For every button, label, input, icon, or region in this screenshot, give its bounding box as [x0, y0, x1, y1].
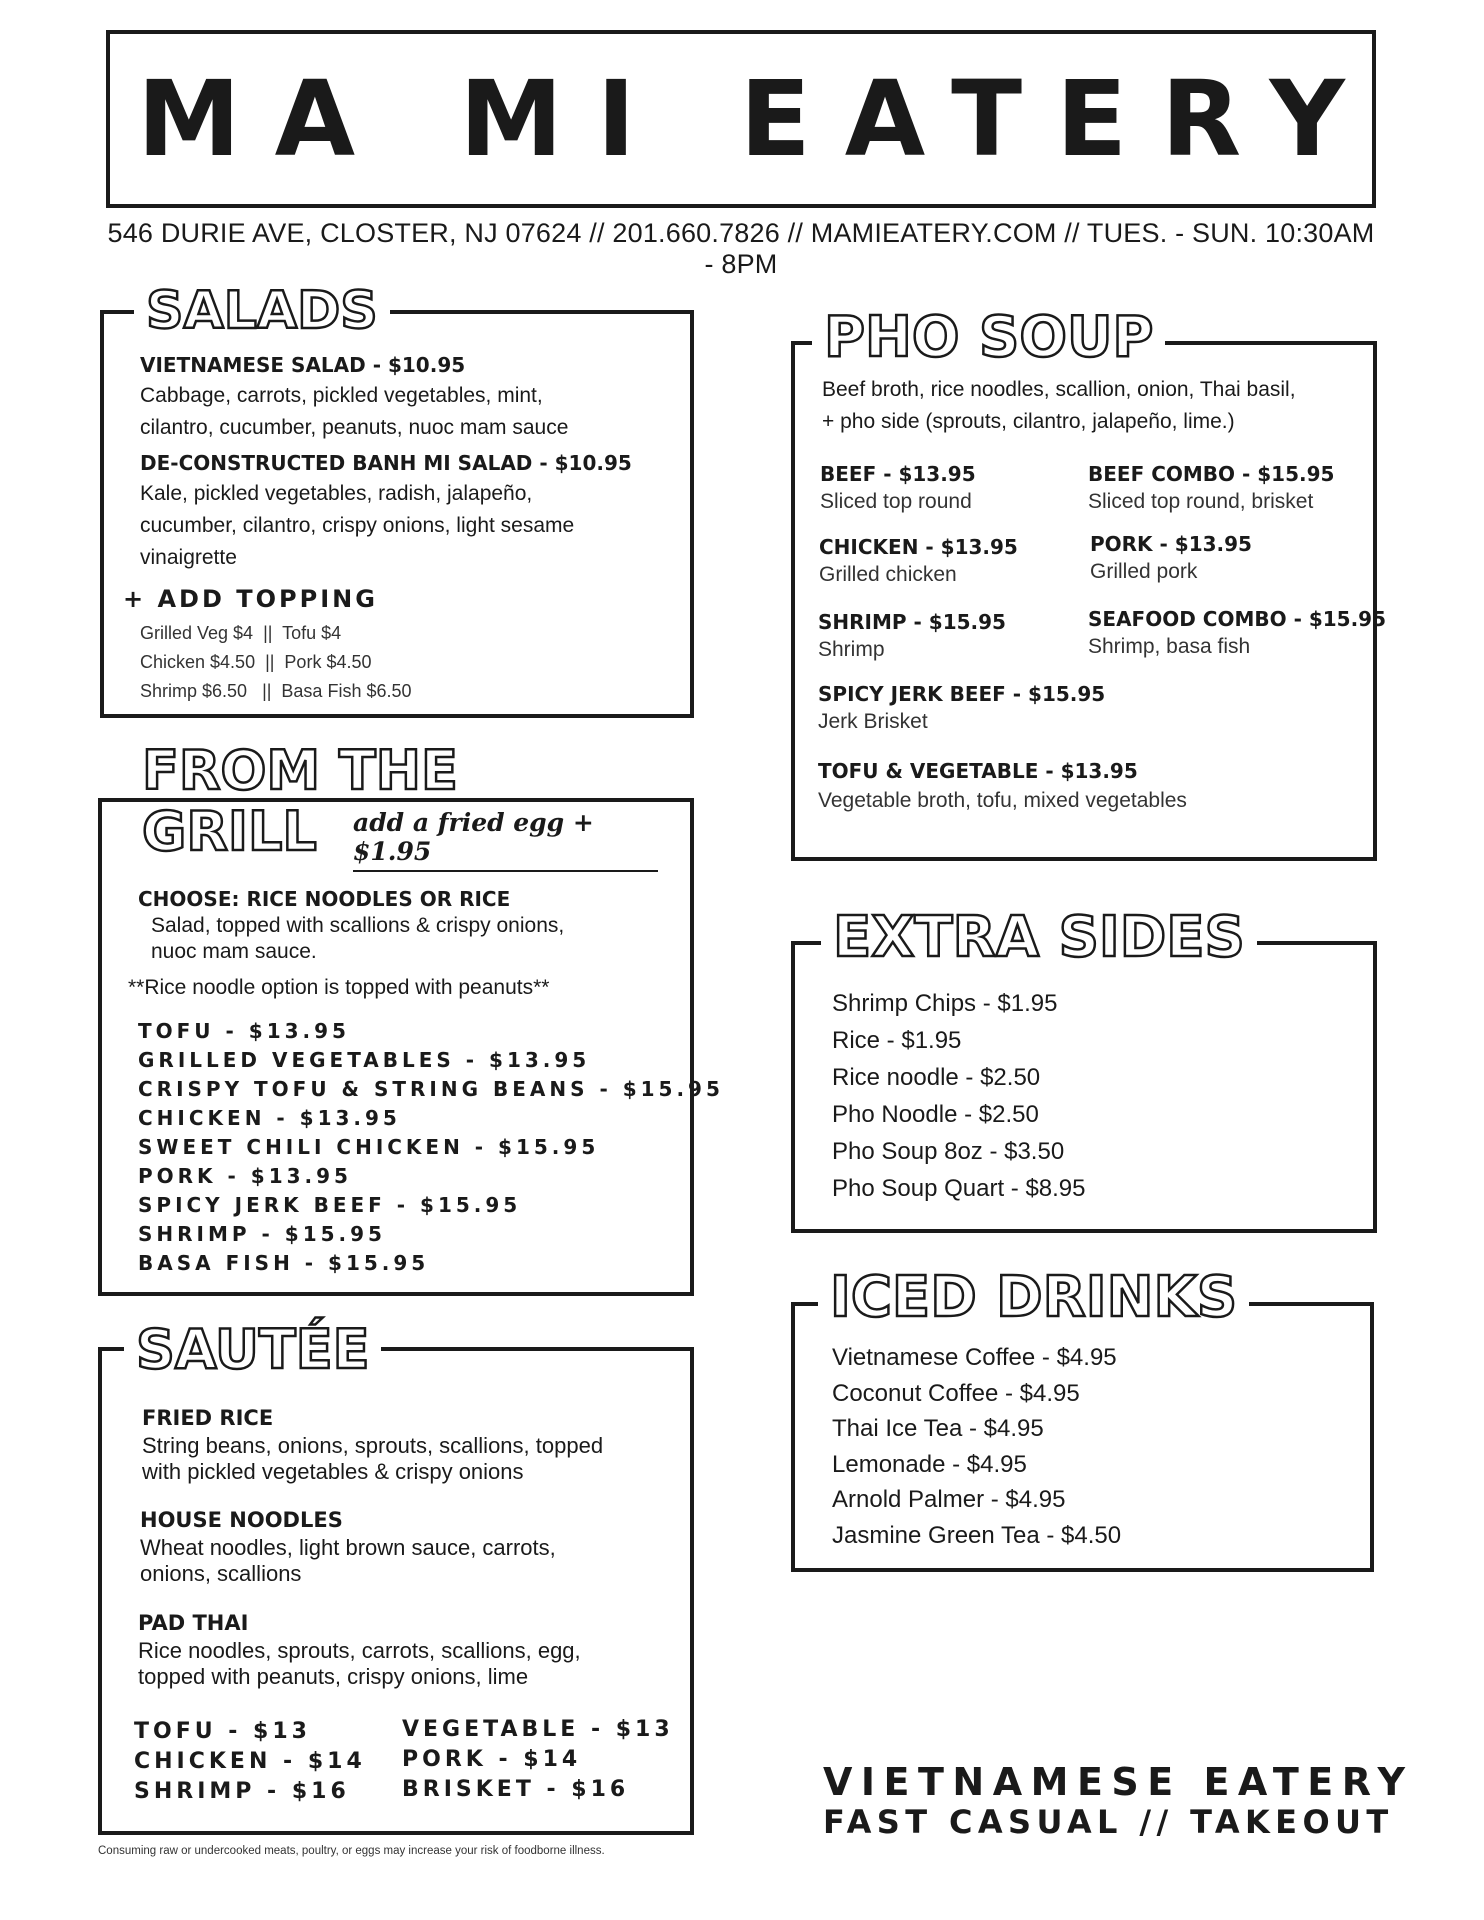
pho-item-desc: Grilled chicken — [819, 563, 957, 586]
iced-drinks-list — [832, 1340, 1121, 1553]
sautee-prices-left — [134, 1717, 366, 1807]
pho-item-desc: Jerk Brisket — [818, 710, 928, 733]
pho-item-desc: Vegetable broth, tofu, mixed vegetables — [818, 789, 1187, 812]
grill-heading-line-1: FROM THE — [130, 744, 470, 798]
side-item: Rice noodle - $2.50 — [832, 1064, 1041, 1091]
side-item: Pho Soup 8oz - $3.50 — [832, 1138, 1065, 1165]
sautee-item-desc: Rice noodles, sprouts, carrots, scallions, egg, — [138, 1638, 581, 1663]
sautee-item-desc: String beans, onions, sprouts, scallions, topped — [142, 1433, 604, 1458]
drink-item: Arnold Palmer - $4.95 — [832, 1486, 1066, 1513]
sautee-price: SHRIMP - $16 — [134, 1779, 350, 1804]
sautee-item-desc: with pickled vegetables & crispy onions — [142, 1459, 524, 1484]
grill-choose-desc: nuoc mam sauce. — [151, 940, 317, 963]
salads-content — [140, 350, 680, 574]
sautee-price: TOFU - $13 — [134, 1719, 311, 1744]
pho-item-spicy-jerk-beef — [818, 680, 1105, 736]
drink-item: Thai Ice Tea - $4.95 — [832, 1415, 1044, 1442]
salads-heading: SALADS — [134, 285, 390, 337]
pho-item-desc: Shrimp, basa fish — [1088, 635, 1251, 658]
sautee-price: BRISKET - $16 — [402, 1777, 630, 1802]
pho-description — [822, 374, 1367, 438]
pho-item-title: SHRIMP - $15.95 — [818, 610, 1006, 634]
pho-item-title: BEEF COMBO - $15.95 — [1088, 462, 1335, 486]
tagline-fast-casual: FAST CASUAL // TAKEOUT — [823, 1803, 1394, 1841]
salad-item-desc: cucumber, cilantro, crispy onions, light sesame — [140, 514, 575, 537]
pho-item-desc: Grilled pork — [1090, 560, 1198, 583]
pho-item-beef — [820, 460, 976, 516]
topping-list — [140, 619, 412, 706]
grill-item: BASA FISH - $15.95 — [138, 1251, 430, 1275]
food-safety-disclaimer: Consuming raw or undercooked meats, poultry, or eggs may increase your risk of foodborne illness. — [98, 1845, 605, 1857]
sautee-price: CHICKEN - $14 — [134, 1749, 366, 1774]
salad-item-desc: Cabbage, carrots, pickled vegetables, mint, — [140, 384, 543, 407]
pho-item-shrimp — [818, 608, 1006, 664]
pho-desc-line: + pho side (sprouts, cilantro, jalapeño, lime.) — [822, 410, 1235, 433]
grill-item: TOFU - $13.95 — [138, 1019, 350, 1043]
grill-item: SHRIMP - $15.95 — [138, 1222, 386, 1246]
grill-item: PORK - $13.95 — [138, 1164, 352, 1188]
pho-item-tofu-vegetable — [818, 757, 1187, 815]
topping-line: Shrimp $6.50 || Basa Fish $6.50 — [140, 681, 412, 701]
drink-item: Coconut Coffee - $4.95 — [832, 1379, 1080, 1407]
topping-line: Chicken $4.50 || Pork $4.50 — [140, 652, 372, 672]
pho-item-desc: Sliced top round, brisket — [1088, 490, 1314, 513]
pho-item-title: SEAFOOD COMBO - $15.95 — [1088, 607, 1387, 631]
sautee-item-house-noodles — [140, 1505, 680, 1587]
fried-egg-addon: add a fried egg + $1.95 — [353, 808, 658, 872]
pho-heading: PHO SOUP — [812, 310, 1165, 366]
pho-item-pork — [1090, 530, 1252, 586]
grill-rice-noodle-note: **Rice noodle option is topped with peanuts** — [128, 976, 550, 999]
address-line: 546 DURIE AVE, CLOSTER, NJ 07624 // 201.660.7826 // MAMIEATERY.COM // TUES. - SUN. 10:30AM - 8PM — [107, 218, 1375, 279]
grill-choose-desc: Salad, topped with scallions & crispy onions, — [151, 914, 565, 937]
drink-item: Lemonade - $4.95 — [832, 1450, 1027, 1478]
side-item: Pho Noodle - $2.50 — [832, 1101, 1039, 1128]
salad-item-desc: vinaigrette — [140, 546, 237, 569]
grill-item: SWEET CHILI CHICKEN - $15.95 — [138, 1135, 600, 1159]
sautee-item-pad-thai — [138, 1608, 678, 1690]
extra-sides-heading: EXTRA SIDES — [821, 910, 1257, 966]
iced-drinks-heading: ICED DRINKS — [818, 1270, 1249, 1326]
salad-item-desc: cilantro, cucumber, peanuts, nuoc mam sauce — [140, 416, 569, 439]
sautee-price: PORK - $14 — [402, 1747, 582, 1772]
sautee-item-desc: Wheat noodles, light brown sauce, carrots, — [140, 1535, 556, 1560]
title-banner — [106, 30, 1379, 208]
pho-item-desc: Shrimp — [818, 638, 885, 661]
salad-item-desc: Kale, pickled vegetables, radish, jalapeño, — [140, 482, 533, 505]
pho-item-desc: Sliced top round — [820, 490, 972, 513]
tagline-vietnamese-eatery: VIETNAMESE EATERY — [823, 1760, 1414, 1804]
drink-item: Vietnamese Coffee - $4.95 — [832, 1344, 1117, 1371]
side-item: Pho Soup Quart - $8.95 — [832, 1175, 1086, 1202]
grill-item: CHICKEN - $13.95 — [138, 1106, 401, 1130]
sautee-prices-right — [402, 1715, 674, 1805]
pho-item-seafood-combo — [1088, 605, 1386, 661]
sautee-heading: SAUTÉE — [124, 1323, 381, 1377]
side-item: Shrimp Chips - $1.95 — [832, 990, 1058, 1017]
sautee-item-fried-rice — [142, 1403, 682, 1485]
pho-item-title: BEEF - $13.95 — [820, 462, 976, 486]
grill-heading-line-2: GRILL — [130, 805, 317, 859]
grill-item: CRISPY TOFU & STRING BEANS - $15.95 — [138, 1077, 724, 1101]
pho-item-title: TOFU & VEGETABLE - $13.95 — [818, 759, 1138, 783]
pho-desc-line: Beef broth, rice noodles, scallion, onion, Thai basil, — [822, 378, 1296, 401]
pho-item-chicken — [819, 533, 1018, 589]
sautee-item-title: HOUSE NOODLES — [140, 1508, 343, 1532]
sautee-item-desc: onions, scallions — [140, 1561, 302, 1586]
pho-item-title: CHICKEN - $13.95 — [819, 535, 1018, 559]
salad-item-title: VIETNAMESE SALAD - $10.95 — [140, 353, 466, 377]
salad-item-title: DE-CONSTRUCTED BANH MI SALAD - $10.95 — [140, 451, 632, 475]
extra-sides-list — [832, 985, 1086, 1207]
topping-line: Grilled Veg $4 || Tofu $4 — [140, 623, 342, 643]
restaurant-name: MA MI EATERY — [137, 58, 1379, 180]
grill-choose-title: CHOOSE: RICE NOODLES OR RICE — [138, 887, 511, 911]
pho-item-beef-combo — [1088, 460, 1334, 516]
sautee-item-title: FRIED RICE — [142, 1406, 274, 1430]
sautee-price: VEGETABLE - $13 — [402, 1717, 674, 1742]
grill-item-list — [138, 1017, 724, 1278]
sautee-item-title: PAD THAI — [138, 1611, 249, 1635]
grill-item: GRILLED VEGETABLES - $13.95 — [138, 1048, 591, 1072]
add-topping-heading: + ADD TOPPING — [123, 585, 378, 613]
grill-choose-block — [128, 885, 678, 1001]
drink-item: Jasmine Green Tea - $4.50 — [832, 1521, 1122, 1549]
pho-item-title: PORK - $13.95 — [1090, 532, 1252, 556]
side-item: Rice - $1.95 — [832, 1027, 962, 1054]
pho-item-title: SPICY JERK BEEF - $15.95 — [818, 682, 1106, 706]
grill-item: SPICY JERK BEEF - $15.95 — [138, 1193, 522, 1217]
sautee-item-desc: topped with peanuts, crispy onions, lime — [138, 1664, 529, 1689]
